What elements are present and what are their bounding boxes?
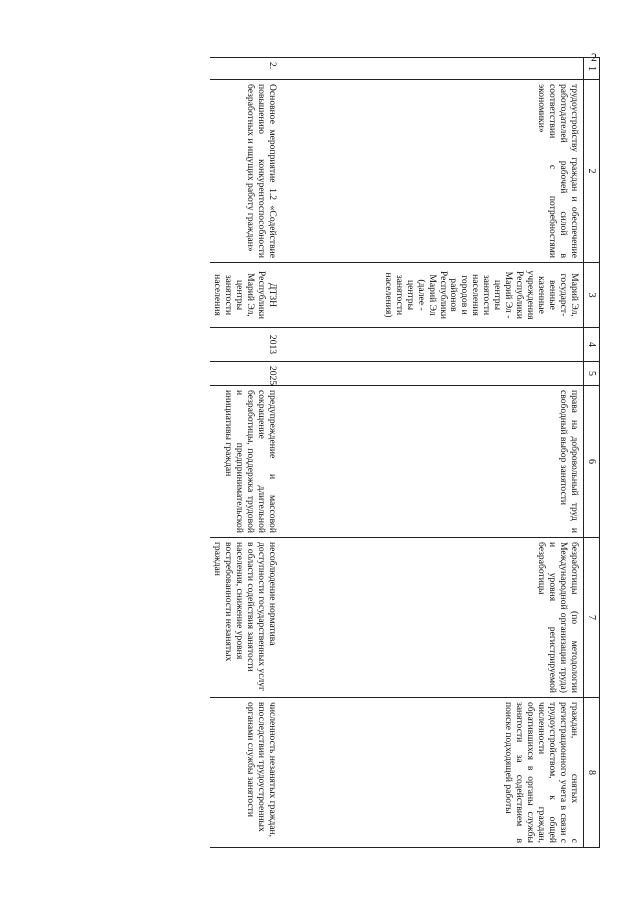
executor-line: центры bbox=[492, 279, 504, 311]
executor-line: Республики bbox=[437, 270, 449, 320]
executor-line: казенные bbox=[535, 276, 547, 314]
start-year-cell bbox=[283, 328, 583, 362]
executor-line: занятости bbox=[481, 274, 493, 316]
end-year-cell: 2025 bbox=[210, 362, 284, 386]
measure-name-cell: трудоустройству граждан и обеспечение работодателей рабочей силой в соответствии с потребностями экономики» bbox=[283, 80, 583, 263]
indicator-link-cell: численность незанятых граждан, впоследствии трудоустроенных органами службы занятости bbox=[210, 698, 284, 848]
executor-line: Марий Эл, bbox=[568, 273, 580, 317]
header-col-8: 8 bbox=[583, 698, 599, 848]
consequences-cell: несоблюдение норматива доступности государственных услуг в области содействия занятости населения, снижение уровня востребованности незанятых граждан bbox=[210, 538, 284, 698]
executor-line: населения bbox=[212, 274, 224, 316]
executor-line: центры bbox=[234, 279, 246, 311]
table-row bbox=[210, 58, 284, 848]
executor-line: Республики bbox=[256, 270, 268, 320]
executor-line: населения) bbox=[382, 272, 394, 318]
rotated-table-page bbox=[115, 57, 600, 847]
row-number bbox=[283, 58, 583, 80]
executor-line: государст- bbox=[557, 273, 569, 317]
header-row bbox=[583, 58, 599, 848]
expected-result-cell: права на добровольный труд и свободный выбор занятости bbox=[283, 386, 583, 538]
expected-result-cell: предупреждение и массовой сокращение длительной безработицы, поддержка трудовой и предпринимательской инициативы граждан bbox=[210, 386, 284, 538]
executor-line: занятости bbox=[223, 274, 235, 316]
end-year-cell bbox=[283, 362, 583, 386]
executor-line: центры bbox=[404, 279, 416, 311]
executor-line: районов bbox=[448, 278, 460, 312]
executor-line: занятости bbox=[393, 274, 405, 316]
executor-line: (далее - bbox=[415, 279, 427, 311]
executor-line: Марий Эл - bbox=[503, 271, 515, 319]
start-year-cell: 2013 bbox=[210, 328, 284, 362]
indicator-link-cell: граждан, снятых с регистрационного учета в связи с трудоустройством, к общей численности граждан, обратившихся в органы службы занятости за содействием в поиске подходящей работы bbox=[283, 698, 583, 848]
executor-line: Марий Эл bbox=[426, 274, 438, 316]
executor-line: венные bbox=[546, 280, 558, 310]
header-col-6: 6 bbox=[583, 386, 599, 538]
header-col-7: 7 bbox=[583, 538, 599, 698]
program-table bbox=[210, 57, 600, 848]
header-col-5: 5 bbox=[583, 362, 599, 386]
header-col-4: 4 bbox=[583, 328, 599, 362]
executor-line: Республики bbox=[514, 270, 525, 320]
header-col-3: 3 bbox=[583, 263, 599, 328]
measure-name-cell: Основное мероприятие 1.2 «Содействие повышению конкурентоспособности безработных и ищущих работу граждан» bbox=[210, 80, 284, 263]
executor-line: учреждения bbox=[524, 270, 536, 320]
executor-line: ДТЗН bbox=[267, 282, 279, 308]
header-col-2: 2 bbox=[583, 80, 599, 263]
executor-line: городов и bbox=[459, 275, 471, 315]
executor-line: Марий Эл, bbox=[245, 273, 257, 317]
executor-cell bbox=[210, 263, 284, 328]
header-col-1: 1 bbox=[583, 58, 599, 80]
table-row bbox=[283, 58, 583, 848]
executor-cell bbox=[283, 263, 583, 328]
executor-line: населения bbox=[470, 274, 482, 316]
page-number: 2 bbox=[591, 50, 597, 64]
row-number: 2. bbox=[210, 58, 284, 80]
consequences-cell: безработицы (по методологии Международной организации труда) и уровня регистрируемой безработицы bbox=[283, 538, 583, 698]
